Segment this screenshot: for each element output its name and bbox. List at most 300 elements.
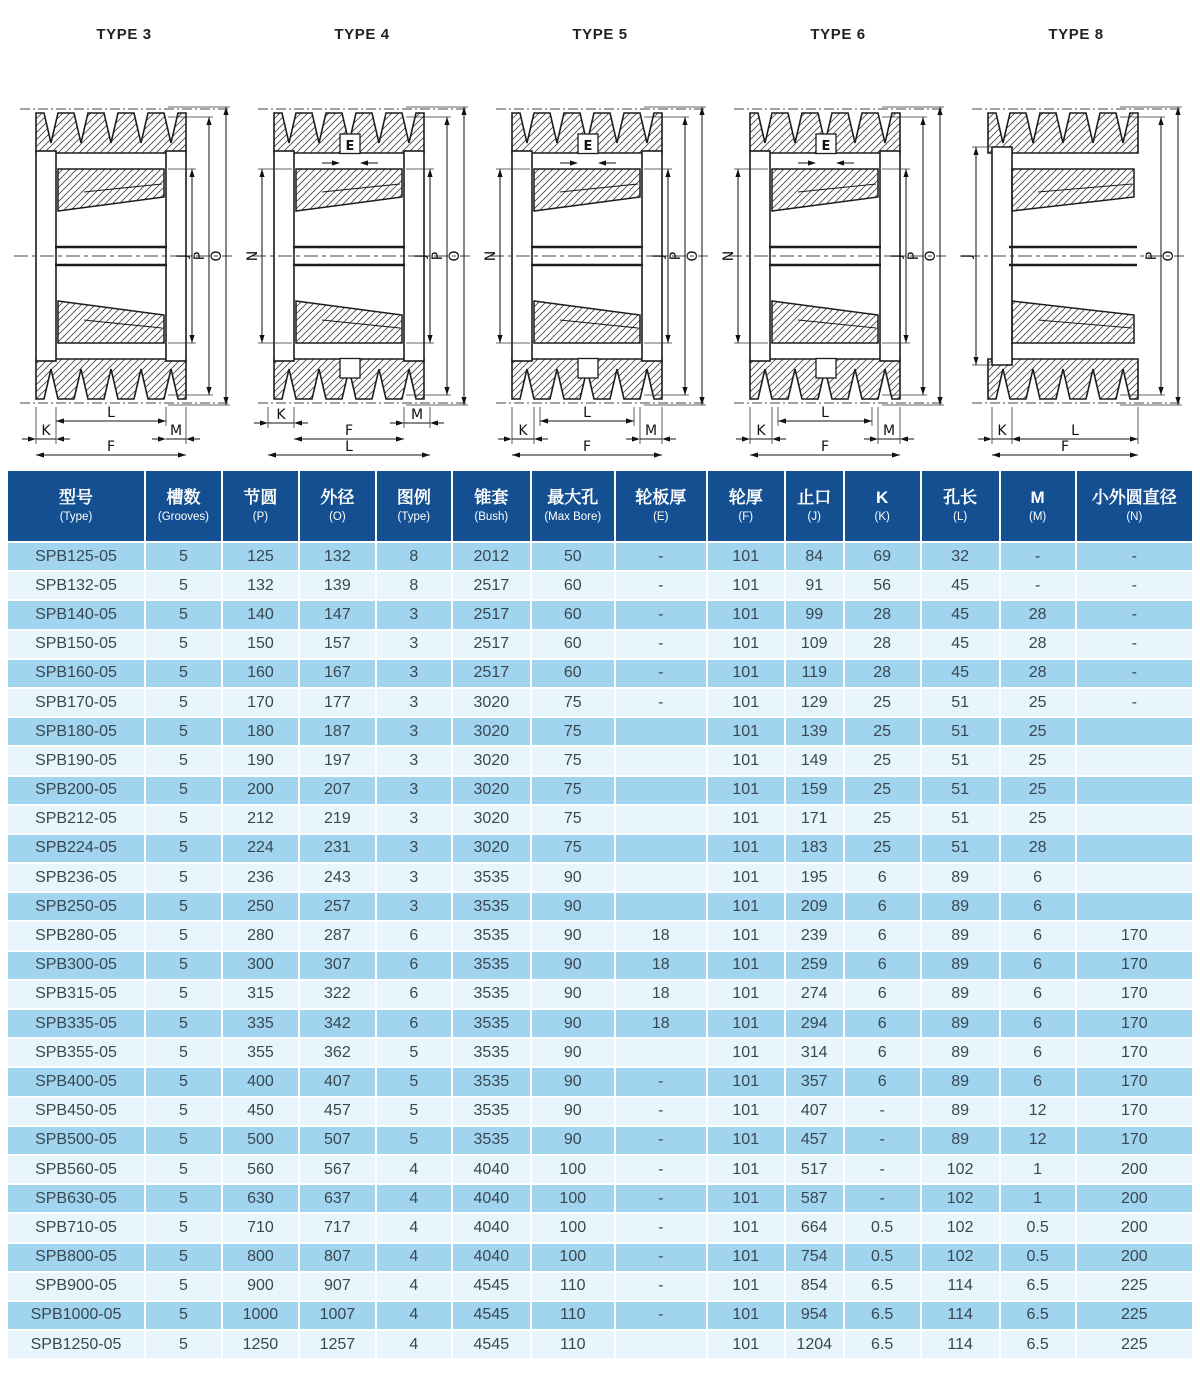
cell-r2-c7: - bbox=[615, 600, 707, 629]
cell-r20-c0: SPB500-05 bbox=[8, 1126, 145, 1155]
cell-r22-c6: 100 bbox=[531, 1184, 615, 1213]
cell-r10-c5: 3020 bbox=[452, 834, 531, 863]
cell-r22-c10: - bbox=[844, 1184, 921, 1213]
svg-text:J: J bbox=[413, 253, 429, 259]
cell-r13-c4: 6 bbox=[376, 921, 452, 950]
cell-r15-c4: 6 bbox=[376, 980, 452, 1009]
cell-r8-c1: 5 bbox=[145, 776, 222, 805]
cell-r0-c1: 5 bbox=[145, 542, 222, 571]
drawing-title-type8: TYPE 8 bbox=[1048, 26, 1104, 43]
cell-r12-c13 bbox=[1076, 892, 1192, 921]
pulley-drawing-type3-image bbox=[6, 51, 242, 465]
svg-text:O: O bbox=[685, 250, 701, 262]
table-row-SPB400-05 bbox=[8, 1067, 1192, 1096]
cell-r9-c5: 3020 bbox=[452, 805, 531, 834]
cell-r0-c7: - bbox=[615, 542, 707, 571]
cell-r9-c2: 212 bbox=[222, 805, 299, 834]
cell-r24-c9: 754 bbox=[785, 1243, 844, 1272]
cell-r7-c12: 25 bbox=[1000, 746, 1076, 775]
cell-r27-c11: 114 bbox=[921, 1330, 1000, 1358]
cell-r26-c0: SPB1000-05 bbox=[8, 1301, 145, 1330]
svg-text:E: E bbox=[821, 139, 831, 154]
cell-r18-c6: 90 bbox=[531, 1067, 615, 1096]
cell-r4-c12: 28 bbox=[1000, 659, 1076, 688]
cell-r2-c3: 147 bbox=[299, 600, 376, 629]
cell-r27-c2: 1250 bbox=[222, 1330, 299, 1358]
cell-r22-c4: 4 bbox=[376, 1184, 452, 1213]
cell-r18-c3: 407 bbox=[299, 1067, 376, 1096]
cell-r16-c5: 3535 bbox=[452, 1009, 531, 1038]
cell-r26-c7: - bbox=[615, 1301, 707, 1330]
cell-r17-c8: 101 bbox=[707, 1038, 785, 1067]
cell-r18-c2: 400 bbox=[222, 1067, 299, 1096]
cell-r25-c6: 110 bbox=[531, 1272, 615, 1301]
cell-r18-c5: 3535 bbox=[452, 1067, 531, 1096]
cell-r15-c9: 274 bbox=[785, 980, 844, 1009]
cell-r14-c7: 18 bbox=[615, 951, 707, 980]
cell-r1-c4: 8 bbox=[376, 571, 452, 600]
cell-r17-c1: 5 bbox=[145, 1038, 222, 1067]
cell-r21-c6: 100 bbox=[531, 1155, 615, 1184]
cell-r6-c0: SPB180-05 bbox=[8, 717, 145, 746]
cell-r13-c5: 3535 bbox=[452, 921, 531, 950]
cell-r15-c3: 322 bbox=[299, 980, 376, 1009]
svg-text:O: O bbox=[923, 250, 939, 262]
cell-r14-c11: 89 bbox=[921, 951, 1000, 980]
cell-r20-c3: 507 bbox=[299, 1126, 376, 1155]
cell-r17-c6: 90 bbox=[531, 1038, 615, 1067]
table-row-SPB450-05 bbox=[8, 1097, 1192, 1126]
cell-r11-c8: 101 bbox=[707, 863, 785, 892]
cell-r12-c5: 3535 bbox=[452, 892, 531, 921]
cell-r22-c5: 4040 bbox=[452, 1184, 531, 1213]
cell-r10-c9: 183 bbox=[785, 834, 844, 863]
col-header-9: 止口 (J) bbox=[785, 471, 844, 542]
cell-r7-c7 bbox=[615, 746, 707, 775]
cell-r8-c6: 75 bbox=[531, 776, 615, 805]
cell-r24-c11: 102 bbox=[921, 1243, 1000, 1272]
drawing-title-type3: TYPE 3 bbox=[96, 26, 152, 43]
cell-r3-c0: SPB150-05 bbox=[8, 630, 145, 659]
cell-r24-c10: 0.5 bbox=[844, 1243, 921, 1272]
cell-r14-c13: 170 bbox=[1076, 951, 1192, 980]
cell-r20-c12: 12 bbox=[1000, 1126, 1076, 1155]
cell-r21-c1: 5 bbox=[145, 1155, 222, 1184]
cell-r20-c6: 90 bbox=[531, 1126, 615, 1155]
cell-r14-c12: 6 bbox=[1000, 951, 1076, 980]
cell-r26-c5: 4545 bbox=[452, 1301, 531, 1330]
svg-text:P: P bbox=[192, 251, 208, 261]
cell-r24-c5: 4040 bbox=[452, 1243, 531, 1272]
col-header-13: 小外圆直径 (N) bbox=[1076, 471, 1192, 542]
table-row-SPB224-05 bbox=[8, 834, 1192, 863]
cell-r0-c2: 125 bbox=[222, 542, 299, 571]
cell-r0-c10: 69 bbox=[844, 542, 921, 571]
cell-r24-c2: 800 bbox=[222, 1243, 299, 1272]
cell-r1-c8: 101 bbox=[707, 571, 785, 600]
cell-r0-c13: - bbox=[1076, 542, 1192, 571]
cell-r11-c5: 3535 bbox=[452, 863, 531, 892]
svg-text:J: J bbox=[651, 253, 667, 259]
cell-r8-c5: 3020 bbox=[452, 776, 531, 805]
cell-r6-c10: 25 bbox=[844, 717, 921, 746]
pulley-figure-type6 bbox=[720, 12, 956, 465]
cell-r24-c6: 100 bbox=[531, 1243, 615, 1272]
drawing-title-type5: TYPE 5 bbox=[572, 26, 628, 43]
spec-table-wrap bbox=[8, 471, 1192, 1358]
col-header-6: 最大孔 (Max Bore) bbox=[531, 471, 615, 542]
svg-text:E: E bbox=[345, 139, 355, 154]
cell-r19-c13: 170 bbox=[1076, 1097, 1192, 1126]
cell-r1-c13: - bbox=[1076, 571, 1192, 600]
cell-r13-c1: 5 bbox=[145, 921, 222, 950]
cell-r7-c1: 5 bbox=[145, 746, 222, 775]
cell-r15-c7: 18 bbox=[615, 980, 707, 1009]
svg-text:F: F bbox=[582, 439, 592, 455]
cell-r3-c13: - bbox=[1076, 630, 1192, 659]
cell-r16-c4: 6 bbox=[376, 1009, 452, 1038]
cell-r4-c8: 101 bbox=[707, 659, 785, 688]
cell-r11-c9: 195 bbox=[785, 863, 844, 892]
table-row-SPB710-05 bbox=[8, 1213, 1192, 1242]
svg-text:F: F bbox=[820, 439, 830, 455]
cell-r19-c0: SPB450-05 bbox=[8, 1097, 145, 1126]
cell-r8-c2: 200 bbox=[222, 776, 299, 805]
cell-r5-c4: 3 bbox=[376, 688, 452, 717]
cell-r19-c8: 101 bbox=[707, 1097, 785, 1126]
col-header-12: M (M) bbox=[1000, 471, 1076, 542]
table-row-SPB280-05 bbox=[8, 921, 1192, 950]
cell-r13-c13: 170 bbox=[1076, 921, 1192, 950]
cell-r14-c9: 259 bbox=[785, 951, 844, 980]
cell-r12-c10: 6 bbox=[844, 892, 921, 921]
table-row-SPB800-05 bbox=[8, 1243, 1192, 1272]
cell-r17-c2: 355 bbox=[222, 1038, 299, 1067]
cell-r23-c7: - bbox=[615, 1213, 707, 1242]
cell-r26-c8: 101 bbox=[707, 1301, 785, 1330]
cell-r27-c9: 1204 bbox=[785, 1330, 844, 1358]
cell-r22-c7: - bbox=[615, 1184, 707, 1213]
cell-r22-c2: 630 bbox=[222, 1184, 299, 1213]
cell-r20-c8: 101 bbox=[707, 1126, 785, 1155]
cell-r12-c4: 3 bbox=[376, 892, 452, 921]
cell-r6-c13 bbox=[1076, 717, 1192, 746]
cell-r0-c0: SPB125-05 bbox=[8, 542, 145, 571]
cell-r5-c6: 75 bbox=[531, 688, 615, 717]
cell-r3-c6: 60 bbox=[531, 630, 615, 659]
cell-r26-c12: 6.5 bbox=[1000, 1301, 1076, 1330]
cell-r20-c10: - bbox=[844, 1126, 921, 1155]
pulley-figure-type8 bbox=[958, 12, 1194, 465]
cell-r26-c3: 1007 bbox=[299, 1301, 376, 1330]
cell-r25-c1: 5 bbox=[145, 1272, 222, 1301]
cell-r27-c12: 6.5 bbox=[1000, 1330, 1076, 1358]
cell-r14-c0: SPB300-05 bbox=[8, 951, 145, 980]
cell-r24-c8: 101 bbox=[707, 1243, 785, 1272]
cell-r8-c12: 25 bbox=[1000, 776, 1076, 805]
cell-r8-c8: 101 bbox=[707, 776, 785, 805]
cell-r27-c1: 5 bbox=[145, 1330, 222, 1358]
cell-r27-c4: 4 bbox=[376, 1330, 452, 1358]
cell-r23-c2: 710 bbox=[222, 1213, 299, 1242]
cell-r4-c1: 5 bbox=[145, 659, 222, 688]
cell-r2-c4: 3 bbox=[376, 600, 452, 629]
cell-r16-c9: 294 bbox=[785, 1009, 844, 1038]
svg-text:J: J bbox=[889, 253, 905, 259]
cell-r0-c4: 8 bbox=[376, 542, 452, 571]
cell-r23-c5: 4040 bbox=[452, 1213, 531, 1242]
cell-r9-c9: 171 bbox=[785, 805, 844, 834]
cell-r2-c0: SPB140-05 bbox=[8, 600, 145, 629]
cell-r14-c5: 3535 bbox=[452, 951, 531, 980]
cell-r20-c11: 89 bbox=[921, 1126, 1000, 1155]
cell-r0-c6: 50 bbox=[531, 542, 615, 571]
svg-text:M: M bbox=[410, 407, 424, 423]
cell-r9-c3: 219 bbox=[299, 805, 376, 834]
cell-r1-c11: 45 bbox=[921, 571, 1000, 600]
cell-r16-c2: 335 bbox=[222, 1009, 299, 1038]
cell-r13-c12: 6 bbox=[1000, 921, 1076, 950]
cell-r19-c6: 90 bbox=[531, 1097, 615, 1126]
cell-r17-c12: 6 bbox=[1000, 1038, 1076, 1067]
cell-r24-c12: 0.5 bbox=[1000, 1243, 1076, 1272]
pulley-figure-type5 bbox=[482, 12, 718, 465]
cell-r25-c11: 114 bbox=[921, 1272, 1000, 1301]
cell-r3-c11: 45 bbox=[921, 630, 1000, 659]
cell-r13-c3: 287 bbox=[299, 921, 376, 950]
cell-r21-c3: 567 bbox=[299, 1155, 376, 1184]
table-row-SPB560-05 bbox=[8, 1155, 1192, 1184]
cell-r10-c8: 101 bbox=[707, 834, 785, 863]
cell-r21-c2: 560 bbox=[222, 1155, 299, 1184]
cell-r11-c11: 89 bbox=[921, 863, 1000, 892]
cell-r13-c9: 239 bbox=[785, 921, 844, 950]
cell-r12-c12: 6 bbox=[1000, 892, 1076, 921]
cell-r5-c10: 25 bbox=[844, 688, 921, 717]
table-row-SPB315-05 bbox=[8, 980, 1192, 1009]
cell-r8-c0: SPB200-05 bbox=[8, 776, 145, 805]
cell-r2-c1: 5 bbox=[145, 600, 222, 629]
cell-r5-c7: - bbox=[615, 688, 707, 717]
pulley-figure-type3 bbox=[6, 12, 242, 465]
cell-r12-c3: 257 bbox=[299, 892, 376, 921]
cell-r13-c6: 90 bbox=[531, 921, 615, 950]
svg-text:N: N bbox=[245, 250, 261, 262]
cell-r19-c11: 89 bbox=[921, 1097, 1000, 1126]
cell-r23-c3: 717 bbox=[299, 1213, 376, 1242]
cell-r18-c13: 170 bbox=[1076, 1067, 1192, 1096]
cell-r16-c11: 89 bbox=[921, 1009, 1000, 1038]
cell-r23-c13: 200 bbox=[1076, 1213, 1192, 1242]
cell-r14-c6: 90 bbox=[531, 951, 615, 980]
cell-r22-c1: 5 bbox=[145, 1184, 222, 1213]
svg-text:O: O bbox=[1161, 250, 1177, 262]
cell-r3-c2: 150 bbox=[222, 630, 299, 659]
cell-r5-c13: - bbox=[1076, 688, 1192, 717]
cell-r4-c5: 2517 bbox=[452, 659, 531, 688]
col-header-8: 轮厚 (F) bbox=[707, 471, 785, 542]
cell-r20-c5: 3535 bbox=[452, 1126, 531, 1155]
cell-r22-c8: 101 bbox=[707, 1184, 785, 1213]
cell-r18-c12: 6 bbox=[1000, 1067, 1076, 1096]
cell-r19-c4: 5 bbox=[376, 1097, 452, 1126]
col-header-7: 轮板厚 (E) bbox=[615, 471, 707, 542]
cell-r16-c13: 170 bbox=[1076, 1009, 1192, 1038]
cell-r23-c0: SPB710-05 bbox=[8, 1213, 145, 1242]
cell-r12-c0: SPB250-05 bbox=[8, 892, 145, 921]
cell-r5-c11: 51 bbox=[921, 688, 1000, 717]
cell-r10-c0: SPB224-05 bbox=[8, 834, 145, 863]
cell-r26-c13: 225 bbox=[1076, 1301, 1192, 1330]
cell-r6-c2: 180 bbox=[222, 717, 299, 746]
cell-r23-c9: 664 bbox=[785, 1213, 844, 1242]
cell-r21-c7: - bbox=[615, 1155, 707, 1184]
svg-text:L: L bbox=[583, 405, 591, 421]
cell-r19-c5: 3535 bbox=[452, 1097, 531, 1126]
table-row-SPB132-05 bbox=[8, 571, 1192, 600]
cell-r6-c9: 139 bbox=[785, 717, 844, 746]
cell-r18-c9: 357 bbox=[785, 1067, 844, 1096]
col-header-4: 图例 (Type) bbox=[376, 471, 452, 542]
cell-r27-c13: 225 bbox=[1076, 1330, 1192, 1358]
svg-text:E: E bbox=[583, 139, 593, 154]
cell-r20-c9: 457 bbox=[785, 1126, 844, 1155]
cell-r9-c4: 3 bbox=[376, 805, 452, 834]
cell-r20-c13: 170 bbox=[1076, 1126, 1192, 1155]
cell-r15-c0: SPB315-05 bbox=[8, 980, 145, 1009]
cell-r16-c8: 101 bbox=[707, 1009, 785, 1038]
svg-text:L: L bbox=[821, 405, 829, 421]
col-header-1: 槽数 (Grooves) bbox=[145, 471, 222, 542]
svg-text:O: O bbox=[209, 250, 225, 262]
cell-r4-c3: 167 bbox=[299, 659, 376, 688]
cell-r10-c10: 25 bbox=[844, 834, 921, 863]
cell-r26-c4: 4 bbox=[376, 1301, 452, 1330]
cell-r7-c0: SPB190-05 bbox=[8, 746, 145, 775]
cell-r25-c13: 225 bbox=[1076, 1272, 1192, 1301]
cell-r25-c10: 6.5 bbox=[844, 1272, 921, 1301]
table-row-SPB180-05 bbox=[8, 717, 1192, 746]
cell-r25-c9: 854 bbox=[785, 1272, 844, 1301]
cell-r17-c0: SPB355-05 bbox=[8, 1038, 145, 1067]
cell-r11-c7 bbox=[615, 863, 707, 892]
cell-r19-c10: - bbox=[844, 1097, 921, 1126]
cell-r21-c0: SPB560-05 bbox=[8, 1155, 145, 1184]
table-row-SPB170-05 bbox=[8, 688, 1192, 717]
cell-r3-c4: 3 bbox=[376, 630, 452, 659]
cell-r0-c12: - bbox=[1000, 542, 1076, 571]
cell-r4-c7: - bbox=[615, 659, 707, 688]
cell-r2-c2: 140 bbox=[222, 600, 299, 629]
cell-r10-c3: 231 bbox=[299, 834, 376, 863]
drawings-row bbox=[0, 0, 1200, 465]
cell-r12-c11: 89 bbox=[921, 892, 1000, 921]
cell-r2-c9: 99 bbox=[785, 600, 844, 629]
cell-r5-c1: 5 bbox=[145, 688, 222, 717]
cell-r11-c3: 243 bbox=[299, 863, 376, 892]
cell-r15-c10: 6 bbox=[844, 980, 921, 1009]
cell-r16-c0: SPB335-05 bbox=[8, 1009, 145, 1038]
cell-r27-c8: 101 bbox=[707, 1330, 785, 1358]
cell-r3-c1: 5 bbox=[145, 630, 222, 659]
cell-r11-c10: 6 bbox=[844, 863, 921, 892]
table-row-SPB212-05 bbox=[8, 805, 1192, 834]
cell-r17-c4: 5 bbox=[376, 1038, 452, 1067]
cell-r17-c11: 89 bbox=[921, 1038, 1000, 1067]
table-row-SPB125-05 bbox=[8, 542, 1192, 571]
cell-r6-c12: 25 bbox=[1000, 717, 1076, 746]
cell-r2-c11: 45 bbox=[921, 600, 1000, 629]
cell-r8-c11: 51 bbox=[921, 776, 1000, 805]
cell-r25-c8: 101 bbox=[707, 1272, 785, 1301]
cell-r7-c4: 3 bbox=[376, 746, 452, 775]
drawing-title-type6: TYPE 6 bbox=[810, 26, 866, 43]
cell-r9-c1: 5 bbox=[145, 805, 222, 834]
cell-r9-c8: 101 bbox=[707, 805, 785, 834]
cell-r21-c13: 200 bbox=[1076, 1155, 1192, 1184]
cell-r6-c11: 51 bbox=[921, 717, 1000, 746]
cell-r19-c9: 407 bbox=[785, 1097, 844, 1126]
cell-r18-c8: 101 bbox=[707, 1067, 785, 1096]
svg-text:J: J bbox=[175, 253, 191, 259]
cell-r1-c0: SPB132-05 bbox=[8, 571, 145, 600]
cell-r24-c7: - bbox=[615, 1243, 707, 1272]
cell-r15-c11: 89 bbox=[921, 980, 1000, 1009]
table-row-SPB150-05 bbox=[8, 630, 1192, 659]
cell-r7-c8: 101 bbox=[707, 746, 785, 775]
cell-r8-c4: 3 bbox=[376, 776, 452, 805]
cell-r4-c11: 45 bbox=[921, 659, 1000, 688]
cell-r1-c1: 5 bbox=[145, 571, 222, 600]
svg-text:L: L bbox=[1071, 423, 1079, 439]
cell-r25-c5: 4545 bbox=[452, 1272, 531, 1301]
cell-r20-c4: 5 bbox=[376, 1126, 452, 1155]
cell-r11-c2: 236 bbox=[222, 863, 299, 892]
cell-r5-c2: 170 bbox=[222, 688, 299, 717]
cell-r7-c10: 25 bbox=[844, 746, 921, 775]
cell-r25-c2: 900 bbox=[222, 1272, 299, 1301]
cell-r26-c6: 110 bbox=[531, 1301, 615, 1330]
cell-r7-c13 bbox=[1076, 746, 1192, 775]
cell-r11-c0: SPB236-05 bbox=[8, 863, 145, 892]
cell-r27-c7 bbox=[615, 1330, 707, 1358]
cell-r6-c8: 101 bbox=[707, 717, 785, 746]
cell-r2-c6: 60 bbox=[531, 600, 615, 629]
cell-r6-c4: 3 bbox=[376, 717, 452, 746]
cell-r10-c4: 3 bbox=[376, 834, 452, 863]
cell-r2-c5: 2517 bbox=[452, 600, 531, 629]
cell-r17-c13: 170 bbox=[1076, 1038, 1192, 1067]
cell-r5-c3: 177 bbox=[299, 688, 376, 717]
cell-r19-c1: 5 bbox=[145, 1097, 222, 1126]
col-header-10: K (K) bbox=[844, 471, 921, 542]
cell-r6-c3: 187 bbox=[299, 717, 376, 746]
cell-r7-c2: 190 bbox=[222, 746, 299, 775]
cell-r4-c13: - bbox=[1076, 659, 1192, 688]
svg-text:M: M bbox=[644, 423, 658, 439]
pulley-drawing-type5-image bbox=[482, 51, 718, 465]
cell-r2-c12: 28 bbox=[1000, 600, 1076, 629]
pulley-figure-type4 bbox=[244, 12, 480, 465]
cell-r22-c11: 102 bbox=[921, 1184, 1000, 1213]
cell-r9-c12: 25 bbox=[1000, 805, 1076, 834]
cell-r2-c13: - bbox=[1076, 600, 1192, 629]
svg-text:K: K bbox=[518, 423, 528, 439]
svg-text:K: K bbox=[41, 423, 51, 439]
cell-r7-c11: 51 bbox=[921, 746, 1000, 775]
cell-r12-c9: 209 bbox=[785, 892, 844, 921]
cell-r0-c5: 2012 bbox=[452, 542, 531, 571]
